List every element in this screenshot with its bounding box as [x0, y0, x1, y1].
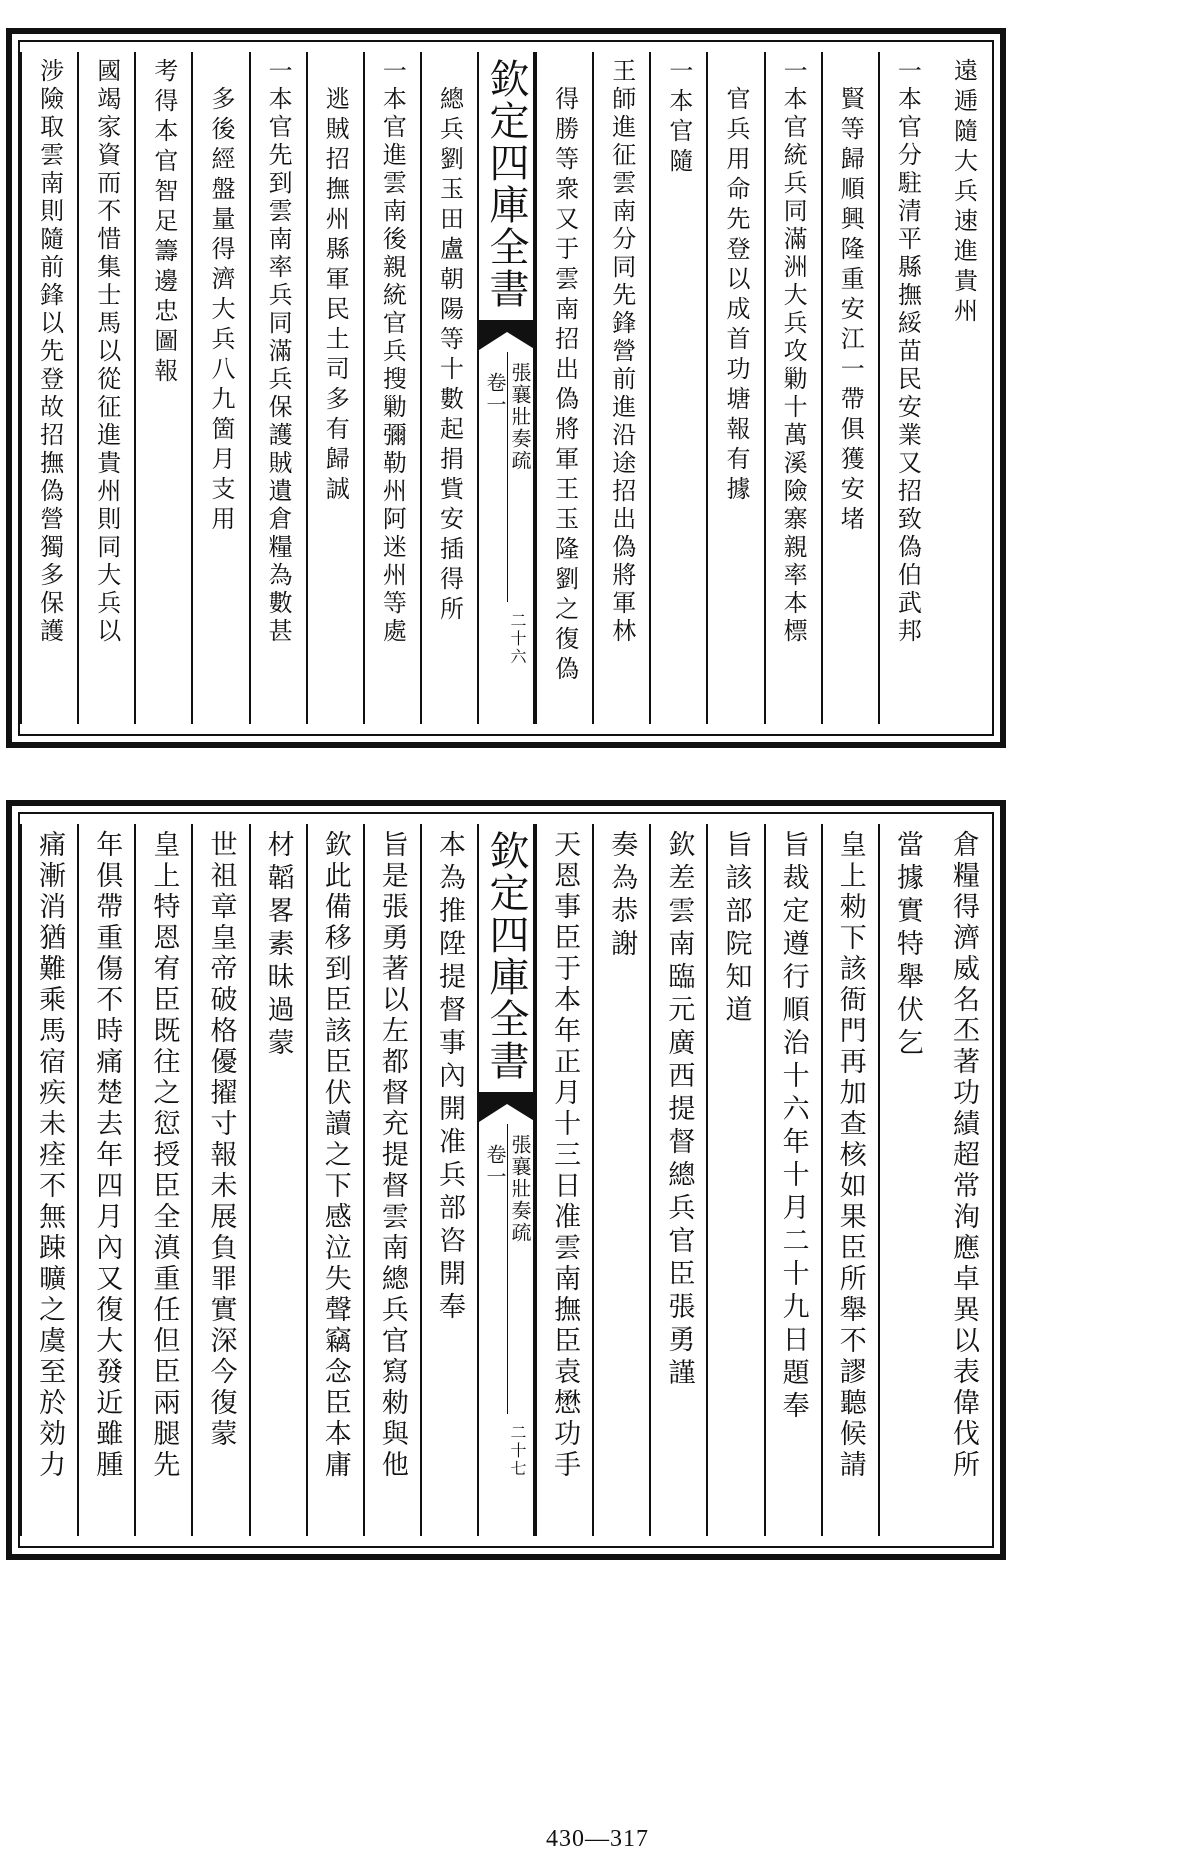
- text-column: [20, 824, 77, 1536]
- column-text: 總兵劉玉田盧朝陽等十數起捐貲安插得所: [435, 86, 464, 626]
- banner-title: 欽定四庫全書: [483, 58, 529, 310]
- column-text: 一本官統兵同滿洲大兵攻勦十萬溪險寨親率本標: [779, 58, 808, 646]
- text-column: [878, 52, 935, 724]
- column-text: 世祖章皇帝破格優擢寸報未展負罪實深今復蒙: [205, 830, 237, 1450]
- text-column: [764, 52, 821, 724]
- banner-work-title: 張襄壯奏疏: [508, 1134, 532, 1244]
- column-text: 材韜畧素昧過蒙: [262, 830, 294, 1061]
- column-text: 賢等歸順興隆重安江一帶俱獲安堵: [836, 86, 865, 536]
- text-column: [134, 824, 191, 1536]
- banner-juan: 卷一: [483, 372, 507, 416]
- column-text: 一本官隨: [664, 58, 693, 178]
- column-text: 皇上勑下該衙門再加查核如果臣所舉不謬聽候請: [834, 830, 866, 1481]
- text-column: [649, 52, 706, 724]
- text-column: [420, 52, 477, 724]
- text-column: [363, 52, 420, 724]
- text-column: [935, 824, 992, 1536]
- column-text: 欽差雲南臨元廣西提督總兵官臣張勇謹: [663, 830, 695, 1391]
- fishtail-mark-icon: [479, 320, 536, 350]
- column-text: 年俱帶重傷不時痛楚去年四月內又復大發近雖腫: [91, 830, 123, 1481]
- text-column: [420, 824, 477, 1536]
- text-column: [764, 824, 821, 1536]
- column-text: 奏為恭謝: [606, 830, 638, 962]
- upper-page: [6, 28, 1006, 748]
- column-text: 本為推陞提督事內開准兵部咨開奉: [433, 830, 465, 1325]
- upper-page-frame: [18, 40, 994, 736]
- text-column: [306, 52, 363, 724]
- lower-page: [6, 800, 1006, 1560]
- column-text: 倉糧得濟威名丕著功績超常洵應卓異以表偉伐所: [947, 830, 979, 1481]
- text-column: [592, 824, 649, 1536]
- column-text: 皇上特恩宥臣既往之愆授臣全滇重任但臣兩腿先: [148, 830, 180, 1481]
- column-text: 一本官進雲南後親統官兵搜勦彌勒州阿迷州等處: [378, 58, 407, 646]
- banner-folio: 二十六: [508, 612, 527, 666]
- text-column: [134, 52, 191, 724]
- fishtail-mark-icon: [479, 1092, 536, 1122]
- text-column: [706, 824, 763, 1536]
- column-text: 旨是張勇著以左都督充提督雲南總兵官寫勑與他: [376, 830, 408, 1481]
- column-text: 得勝等衆又于雲南招出偽將軍王玉隆劉之復偽: [550, 86, 579, 686]
- column-text: 欽此備移到臣該臣伏讀之下感泣失聲竊念臣本庸: [319, 830, 351, 1481]
- text-column: [363, 824, 420, 1536]
- column-text: 當據實特舉伏乞: [891, 830, 923, 1061]
- column-text: 國竭家資而不惜集士馬以從征進貴州則同大兵以: [92, 58, 121, 646]
- text-column: [191, 52, 248, 724]
- text-column: [191, 824, 248, 1536]
- column-text: 一本官分駐清平縣撫綏苗民安業又招致偽伯武邦: [893, 58, 922, 646]
- text-column: [20, 52, 77, 724]
- text-column: [706, 52, 763, 724]
- text-column: [535, 824, 592, 1536]
- banner-work-title: 張襄壯奏疏: [508, 362, 532, 472]
- text-column: [935, 52, 992, 724]
- text-column: [306, 824, 363, 1536]
- center-banner: [477, 52, 535, 724]
- text-column: [649, 824, 706, 1536]
- text-column: [878, 824, 935, 1536]
- column-text: 遠逓隨大兵速進貴州: [949, 58, 978, 328]
- text-column: [535, 52, 592, 724]
- column-text: 逃賊招撫州縣軍民土司多有歸誠: [321, 86, 350, 506]
- text-column: [821, 824, 878, 1536]
- column-text: 涉險取雲南則隨前鋒以先登故招撫偽營獨多保護: [35, 58, 64, 646]
- lower-page-frame: [18, 812, 994, 1548]
- column-text: 天恩事臣于本年正月十三日准雲南撫臣袁懋功手: [549, 830, 581, 1481]
- column-text: 痛漸消猶難乘馬宿疾未痊不無踈曠之虞至於効力: [34, 830, 66, 1481]
- column-text: 多後經盤量得濟大兵八九箇月支用: [206, 86, 235, 536]
- column-text: 旨該部院知道: [720, 830, 752, 1028]
- column-text: 一本官先到雲南率兵同滿兵保護賊遺倉糧為數甚: [264, 58, 293, 646]
- text-column: [249, 52, 306, 724]
- banner-folio: 二十七: [508, 1424, 527, 1478]
- center-banner: [477, 824, 535, 1536]
- banner-title: 欽定四庫全書: [483, 830, 529, 1082]
- text-column: [249, 824, 306, 1536]
- column-text: 王師進征雲南分同先鋒營前進沿途招出偽將軍林: [607, 58, 636, 646]
- column-text: 考得本官智足籌邊忠圖報: [149, 58, 178, 388]
- text-column: [821, 52, 878, 724]
- banner-juan: 卷一: [483, 1144, 507, 1188]
- text-column: [77, 824, 134, 1536]
- page-number: 430—317: [546, 1826, 649, 1852]
- text-column: [77, 52, 134, 724]
- column-text: 旨裁定遵行順治十六年十月二十九日題奉: [777, 830, 809, 1424]
- text-column: [592, 52, 649, 724]
- column-text: 官兵用命先登以成首功塘報有據: [721, 86, 750, 506]
